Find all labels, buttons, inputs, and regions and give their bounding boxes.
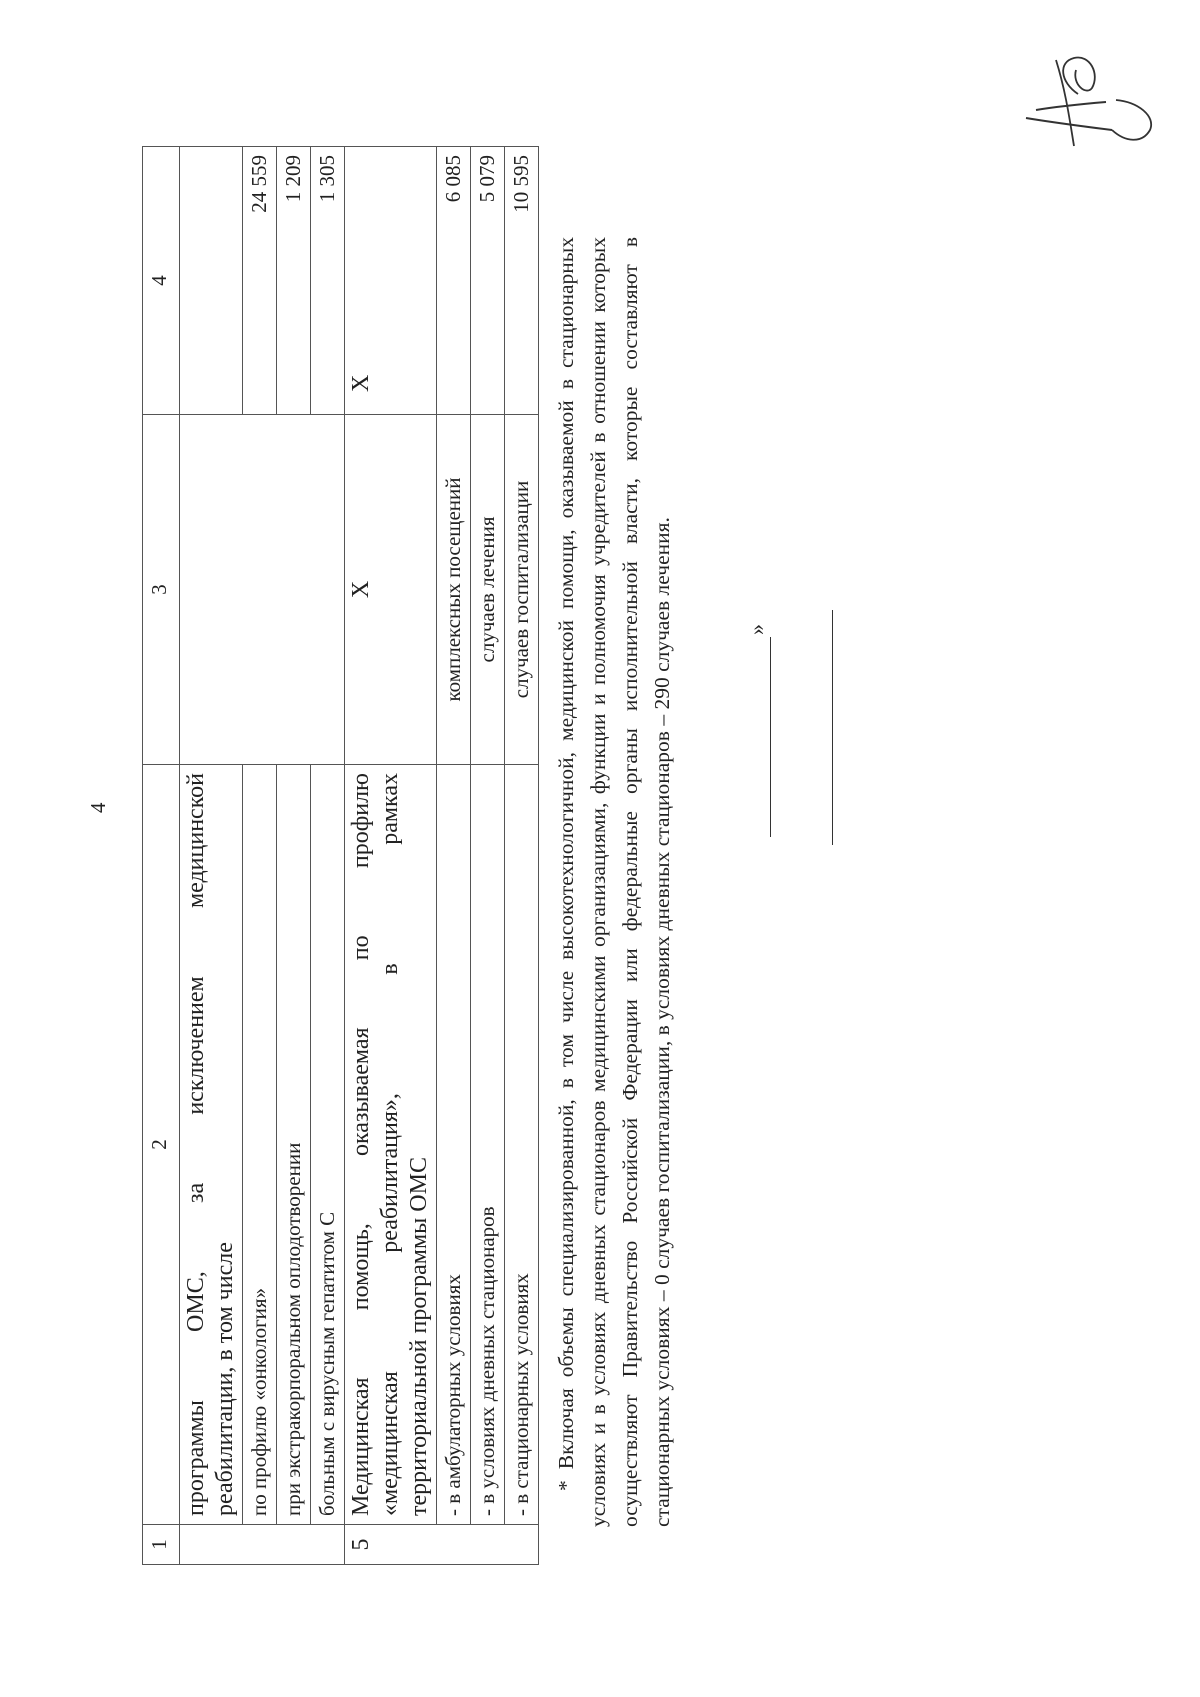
header-cell: 3 bbox=[143, 415, 180, 765]
row-value-cell: Х bbox=[345, 147, 437, 415]
table-row bbox=[471, 147, 505, 1565]
row-value-cell bbox=[180, 147, 243, 415]
row-text-line: реабилитации, в том числе bbox=[212, 1242, 238, 1516]
row-value-cell: 1 209 bbox=[277, 147, 311, 415]
row-value-cell: 10 595 bbox=[505, 147, 539, 415]
row-text-cell: - в условиях дневных стационаров bbox=[471, 765, 505, 1525]
row-text-line: «медицинская реабилитация», в рамках bbox=[377, 773, 403, 1516]
row-text-cell bbox=[345, 765, 437, 1525]
table-row bbox=[505, 147, 539, 1565]
closing-quote: » bbox=[744, 624, 769, 635]
row-text-cell: больным с вирусным гепатитом С bbox=[311, 765, 345, 1525]
row-unit-cell: комплексных посещений bbox=[437, 415, 471, 765]
row-text-line: территориальной программы ОМС bbox=[406, 1157, 432, 1516]
header-cell: 1 bbox=[143, 1525, 180, 1565]
row-number-cell bbox=[180, 1525, 345, 1565]
row-text-cell: - в стационарных условиях bbox=[505, 765, 539, 1525]
table-row bbox=[437, 147, 471, 1565]
table-row bbox=[180, 147, 243, 1565]
row-unit-cell: случаев лечения bbox=[471, 415, 505, 765]
table-row bbox=[345, 147, 437, 1565]
row-text-line: Медицинская помощь, оказываемая по профилю bbox=[348, 773, 374, 1516]
table-header-row bbox=[143, 147, 180, 1565]
row-number-cell: 5 bbox=[345, 1525, 539, 1565]
row-value-cell: 1 305 bbox=[311, 147, 345, 415]
row-text-line: программы ОМС, за исключением медицинской bbox=[183, 773, 209, 1516]
row-unit-cell bbox=[180, 415, 345, 765]
row-value-cell: 6 085 bbox=[437, 147, 471, 415]
footnote: * Включая объемы специализированной, в том числе высокотехнологичной, медицинской помощи, оказываемой в стационарных условиях и в условиях дневных стационаров медицинскими организациями, функции и полномочия учредителей в отношении которых осуществляют Правительство Российской Федерации или федеральные органы исполнительной власти, которые составляют в стационарных условиях – 0 случаев госпитализации, в условиях дневных стационаров – 290 случаев лечения. bbox=[553, 237, 674, 1527]
closing-line bbox=[770, 637, 771, 837]
page-number: 4 bbox=[86, 801, 110, 813]
row-value-cell: 24 559 bbox=[243, 147, 277, 415]
row-text-cell: - в амбулаторных условиях bbox=[437, 765, 471, 1525]
closing-line-short bbox=[832, 610, 833, 845]
row-text-cell: по профилю «онкология» bbox=[243, 765, 277, 1525]
table-row bbox=[243, 147, 277, 1565]
table-row bbox=[277, 147, 311, 1565]
row-unit-cell: случаев госпитализации bbox=[505, 415, 539, 765]
handwritten-signature-icon bbox=[1020, 42, 1160, 152]
header-cell: 4 bbox=[143, 147, 180, 415]
row-unit-cell: Х bbox=[345, 415, 437, 765]
header-cell: 2 bbox=[143, 765, 180, 1525]
row-text-cell: при экстракорпоральном оплодотворении bbox=[277, 765, 311, 1525]
table-row bbox=[311, 147, 345, 1565]
row-text-cell bbox=[180, 765, 243, 1525]
volumes-table bbox=[142, 146, 539, 1565]
row-value-cell: 5 079 bbox=[471, 147, 505, 415]
